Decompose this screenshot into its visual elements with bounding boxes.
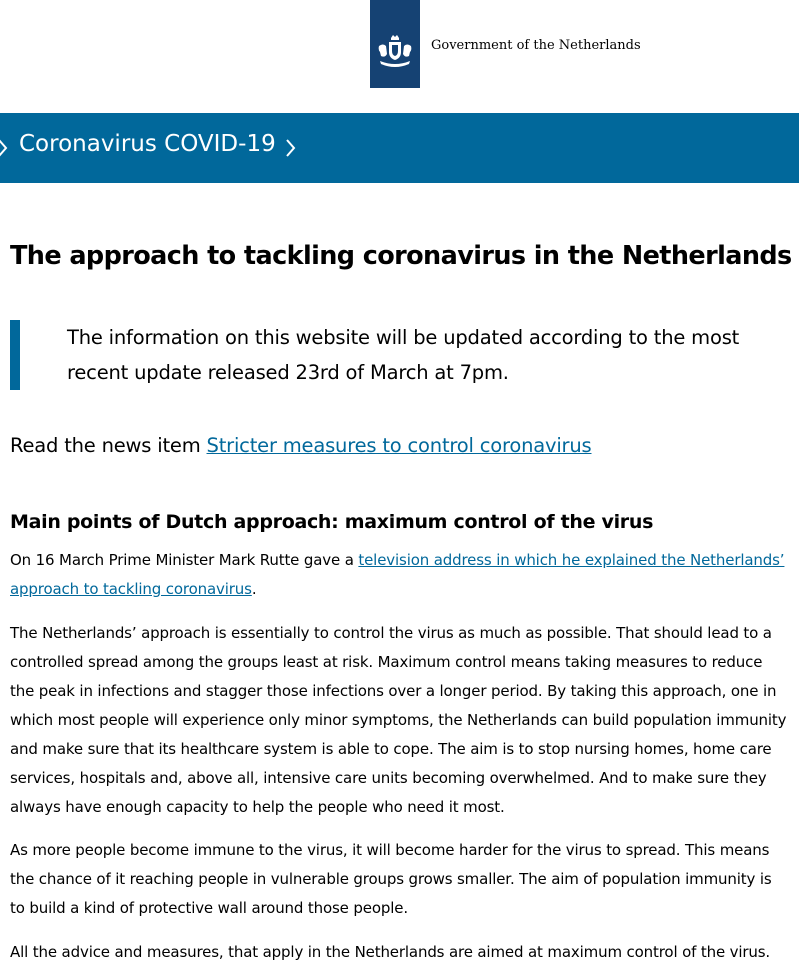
- paragraph-intro: [10, 546, 790, 604]
- section-heading: Main points of Dutch approach: maximum control of the virus: [10, 511, 654, 533]
- org-name[interactable]: Government of the Netherlands: [431, 38, 641, 53]
- paragraph-measures: All the advice and measures, that apply in the Netherlands are aimed at maximum control of the virus.: [10, 943, 771, 961]
- coat-of-arms-icon: [375, 34, 415, 74]
- television-address-link[interactable]: television address in which he explained the Netherlands’ approach to tackling coronavirus: [10, 551, 785, 598]
- news-prefix: Read the news item: [10, 434, 207, 457]
- update-notice: The information on this website will be updated according to the most recent update released 23rd of March at 7pm.: [67, 326, 740, 384]
- news-item-link[interactable]: Stricter measures to control coronavirus: [206, 434, 592, 457]
- news-item-line: [10, 431, 592, 461]
- topic-link[interactable]: Coronavirus COVID-19: [19, 131, 276, 157]
- topic-navbar: [0, 113, 799, 183]
- intro-end: .: [251, 580, 257, 598]
- site-header: [0, 0, 799, 113]
- notice-accent-bar: [10, 320, 20, 390]
- chevron-right-icon: [284, 137, 298, 159]
- paragraph-immunity: As more people become immune to the virus, it will become harder for the virus to spread. This means the chance of it reaching people in vulnerable groups grows smaller. The aim of population immunity is to build a kind of protective wall around those people.: [10, 841, 772, 917]
- chevron-right-icon: [0, 137, 10, 159]
- paragraph-approach: The Netherlands’ approach is essentially to control the virus as much as possible. That should lead to a controlled spread among the groups least at risk. Maximum control means taking measures to reduce the peak in infections and stagger those infections over a longer period. By taking this approach, one in which most people will experience only minor symptoms, the Netherlands can build population immunity and make sure that its healthcare system is able to cope. The aim is to stop nursing homes, home care services, hospitals and, above all, intensive care units becoming overwhelmed. And to make sure they always have enough capacity to help the people who need it most.: [10, 624, 787, 816]
- intro-text: On 16 March Prime Minister Mark Rutte gave a: [10, 551, 359, 569]
- government-logo[interactable]: [370, 0, 420, 88]
- page-title: The approach to tackling coronavirus in the Netherlands: [10, 241, 792, 271]
